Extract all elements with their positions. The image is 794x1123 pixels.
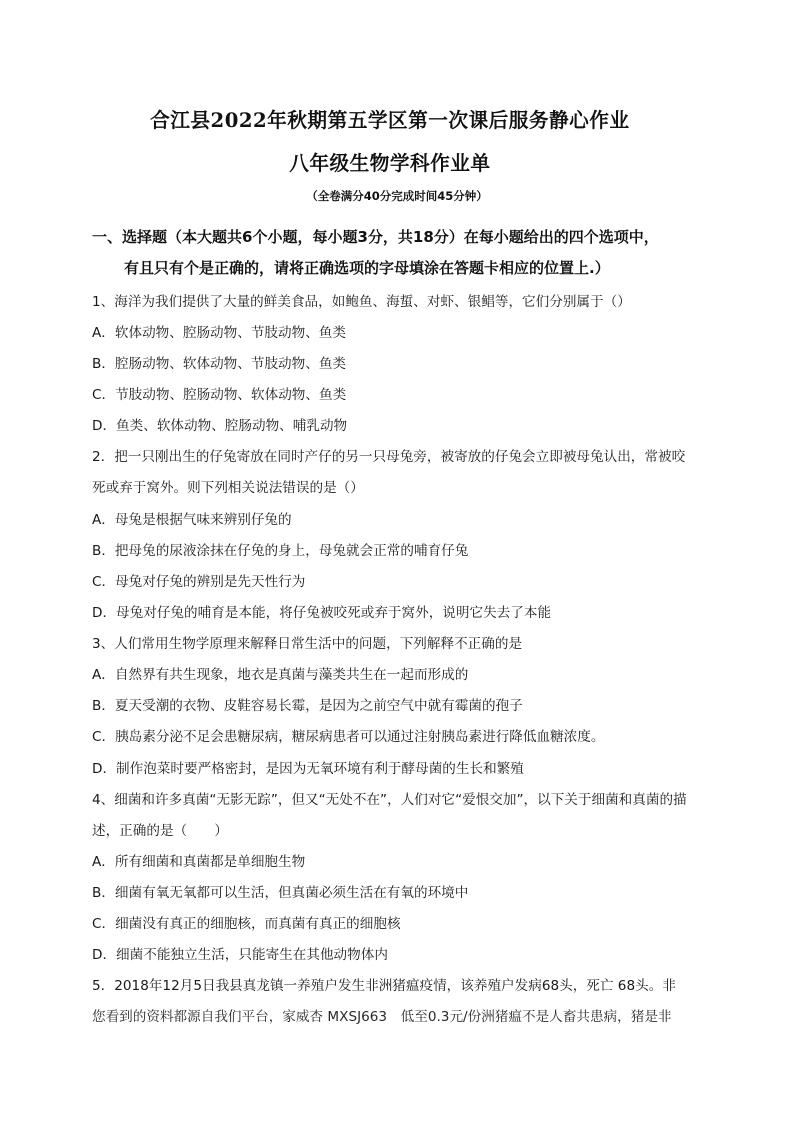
question-4-option-c: C．细菌没有真正的细胞核，而真菌有真正的细胞核 bbox=[92, 916, 401, 932]
question-2-option-c: C．母兔对仔兔的辨别是先天性行为 bbox=[92, 574, 306, 590]
question-1-option-b: B．腔肠动物、软体动物、节肢动物、鱼类 bbox=[92, 356, 347, 372]
question-3-option-d: D．制作泡菜时要严格密封，是因为无氧环境有利于酵母菌的生长和繁殖 bbox=[92, 761, 524, 777]
question-4-option-b: B．细菌有氧无氧都可以生活，但真菌必须生活在有氧的环境中 bbox=[92, 885, 469, 901]
question-1-option-c: C．节肢动物、腔肠动物、软体动物、鱼类 bbox=[92, 387, 347, 403]
question-5-stem: 5．2018年12月5日我县真龙镇一养殖户发生非洲猪瘟疫情，该养殖户发病68头，死亡 68头。非 bbox=[92, 978, 676, 994]
question-3-stem: 3、人们常用生物学原理来解释日常生活中的问题，下列解释不正确的是 bbox=[92, 636, 523, 652]
question-2-stem-continued: 死或弃于窝外。则下列相关说法错误的是（） bbox=[92, 480, 364, 496]
section-heading: 一、选择题（本大题共6个小题，每小题3分，共18分）在每小题给出的四个选项中， bbox=[92, 228, 659, 246]
question-3-option-a: A．自然界有共生现象，地衣是真菌与藻类共生在一起而形成的 bbox=[92, 667, 469, 683]
question-1-option-d: D．鱼类、软体动物、腔肠动物、哺乳动物 bbox=[92, 418, 348, 434]
question-4-option-a: A．所有细菌和真菌都是单细胞生物 bbox=[92, 854, 306, 870]
question-3-option-b: B．夏天受潮的衣物、皮鞋容易长霉，是因为之前空气中就有霉菌的孢子 bbox=[92, 698, 523, 714]
question-2-option-a: A．母兔是根据气味来辨别仔兔的 bbox=[92, 512, 292, 528]
question-5-stem-continued: 您看到的资料都源自我们平台，家威杏 MXSJ663 低至0.3元/份洲猪瘟不是人畜共患病，猪是非 bbox=[92, 1009, 672, 1025]
question-1-stem: 1、海洋为我们提供了大量的鲜美食品，如鲍鱼、海蜇、对虾、银鲳等，它们分别属于（） bbox=[92, 294, 631, 310]
document-subtitle: 八年级生物学科作业单 bbox=[289, 151, 491, 175]
question-1-option-a: A．软体动物、腔肠动物、节肢动物、鱼类 bbox=[92, 325, 346, 341]
question-2-option-b: B．把母兔的尿液涂抹在仔兔的身上，母兔就会正常的哺育仔兔 bbox=[92, 543, 469, 559]
document-title: 合江县2022年秋期第五学区第一次课后服务静心作业 bbox=[150, 108, 630, 132]
question-3-option-c: C．胰岛素分泌不足会患糖尿病，糖尿病患者可以通过注射胰岛素进行降低血糖浓度。 bbox=[92, 729, 605, 745]
section-heading-continued: 有且只有个是正确的，请将正确选项的字母填涂在答题卡相应的位置上.） bbox=[124, 259, 610, 277]
question-2-option-d: D．母兔对仔兔的哺育是本能，将仔兔被咬死或弃于窝外，说明它失去了本能 bbox=[92, 605, 552, 621]
question-2-stem: 2．把一只刚出生的仔兔寄放在同时产仔的另一只母兔旁，被寄放的仔兔会立即被母兔认出，常被咬 bbox=[92, 449, 686, 465]
question-4-stem-continued: 述，正确的是（ ） bbox=[92, 823, 228, 839]
exam-note: （全卷满分40分完成时间45分钟） bbox=[306, 189, 488, 203]
question-4-stem: 4、细菌和许多真菌“无影无踪”，但又“无处不在”，人们对它“爱恨交加”，以下关于细菌和真菌的描 bbox=[92, 792, 687, 808]
question-4-option-d: D．细菌不能独立生活，只能寄生在其他动物体内 bbox=[92, 947, 388, 963]
